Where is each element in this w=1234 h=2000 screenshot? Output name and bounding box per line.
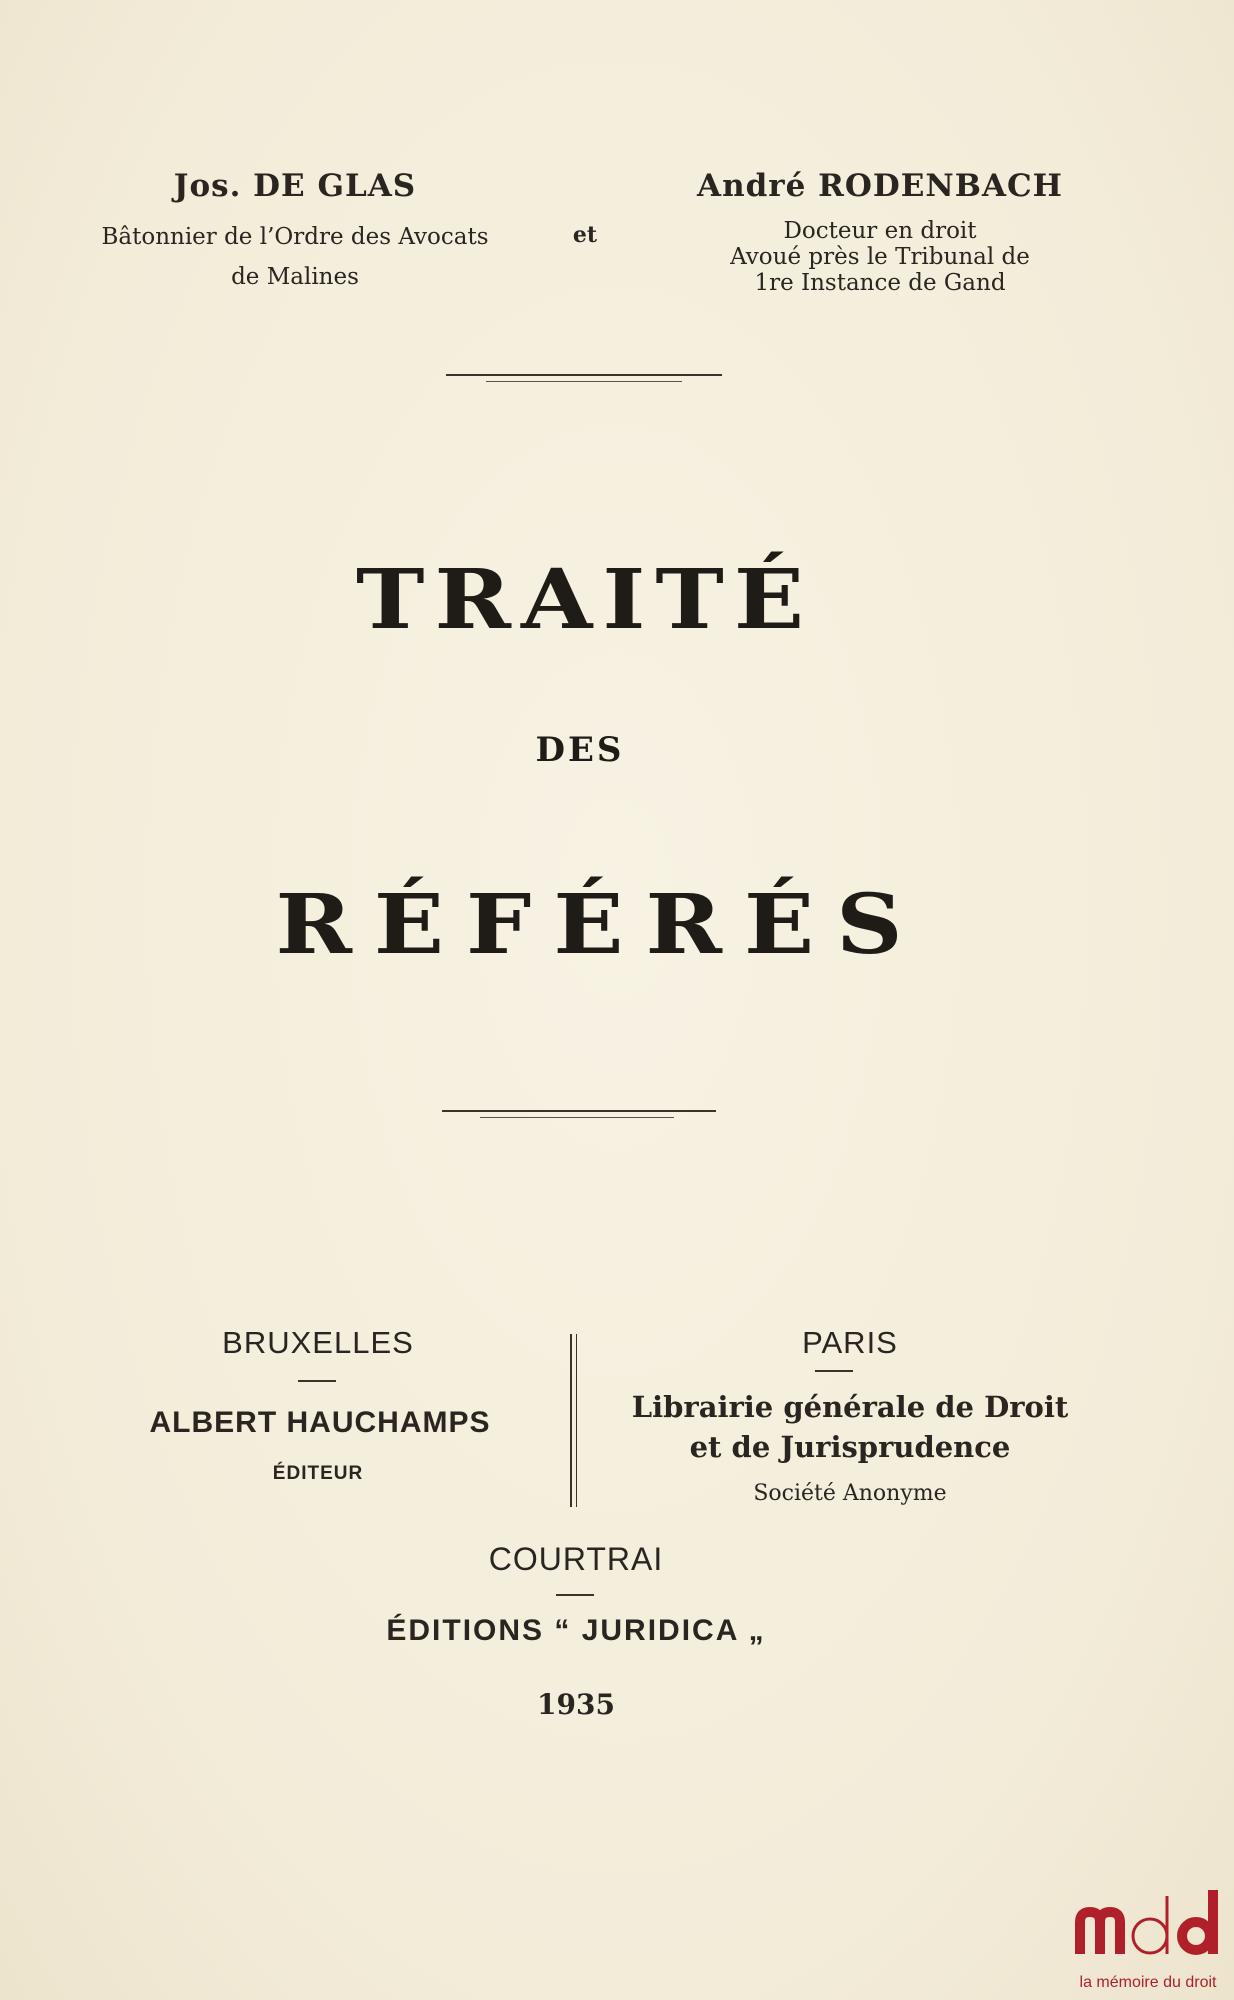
author-left-role-2: de Malines (231, 264, 359, 290)
author-left-role-1: Bâtonnier de l’Ordre des Avocats (101, 224, 489, 250)
publisher-right-name-2: et de Jurisprudence (689, 1430, 1011, 1464)
author-left-name: Jos. DE GLAS (173, 168, 417, 204)
top-rule (446, 374, 722, 376)
author-right-role-2: Avoué près le Tribunal de (730, 244, 1030, 270)
author-right-role-1: Docteur en droit (783, 218, 977, 244)
author-conjunction: et (572, 222, 598, 248)
title-main: TRAITÉ (356, 550, 814, 648)
publisher-left-name: ALBERT HAUCHAMPS (149, 1406, 491, 1439)
author-right-name: André RODENBACH (697, 168, 1063, 204)
publisher-right-role: Société Anonyme (753, 1481, 947, 1506)
printing-dash (556, 1594, 594, 1596)
publisher-divider (570, 1334, 572, 1507)
mdd-logo-mark-icon (1068, 1876, 1228, 1966)
middle-rule (442, 1110, 716, 1112)
publisher-right-name-1: Librairie générale de Droit (631, 1390, 1069, 1424)
mdd-logo-tagline: la mémoire du droit (1079, 1974, 1217, 1991)
publisher-divider-inner (576, 1334, 577, 1507)
title-subject: RÉFÉRÉS (275, 875, 925, 973)
publication-year: 1935 (537, 1688, 615, 1721)
author-right-role-3: 1re Instance de Gand (754, 270, 1006, 296)
publisher-left-role: ÉDITEUR (272, 1463, 364, 1484)
middle-rule-inner (480, 1117, 674, 1118)
printing-city: COURTRAI (488, 1541, 664, 1577)
publisher-right-dash (815, 1370, 853, 1372)
publisher-left-city: BRUXELLES (222, 1325, 414, 1360)
top-rule-inner (486, 381, 682, 382)
mdd-logo (1068, 1876, 1228, 1996)
publisher-right-city: PARIS (802, 1325, 898, 1360)
title-connector: DES (535, 730, 625, 770)
printing-editions: ÉDITIONS “ JURIDICA „ (386, 1614, 766, 1647)
publisher-left-dash (298, 1380, 336, 1382)
